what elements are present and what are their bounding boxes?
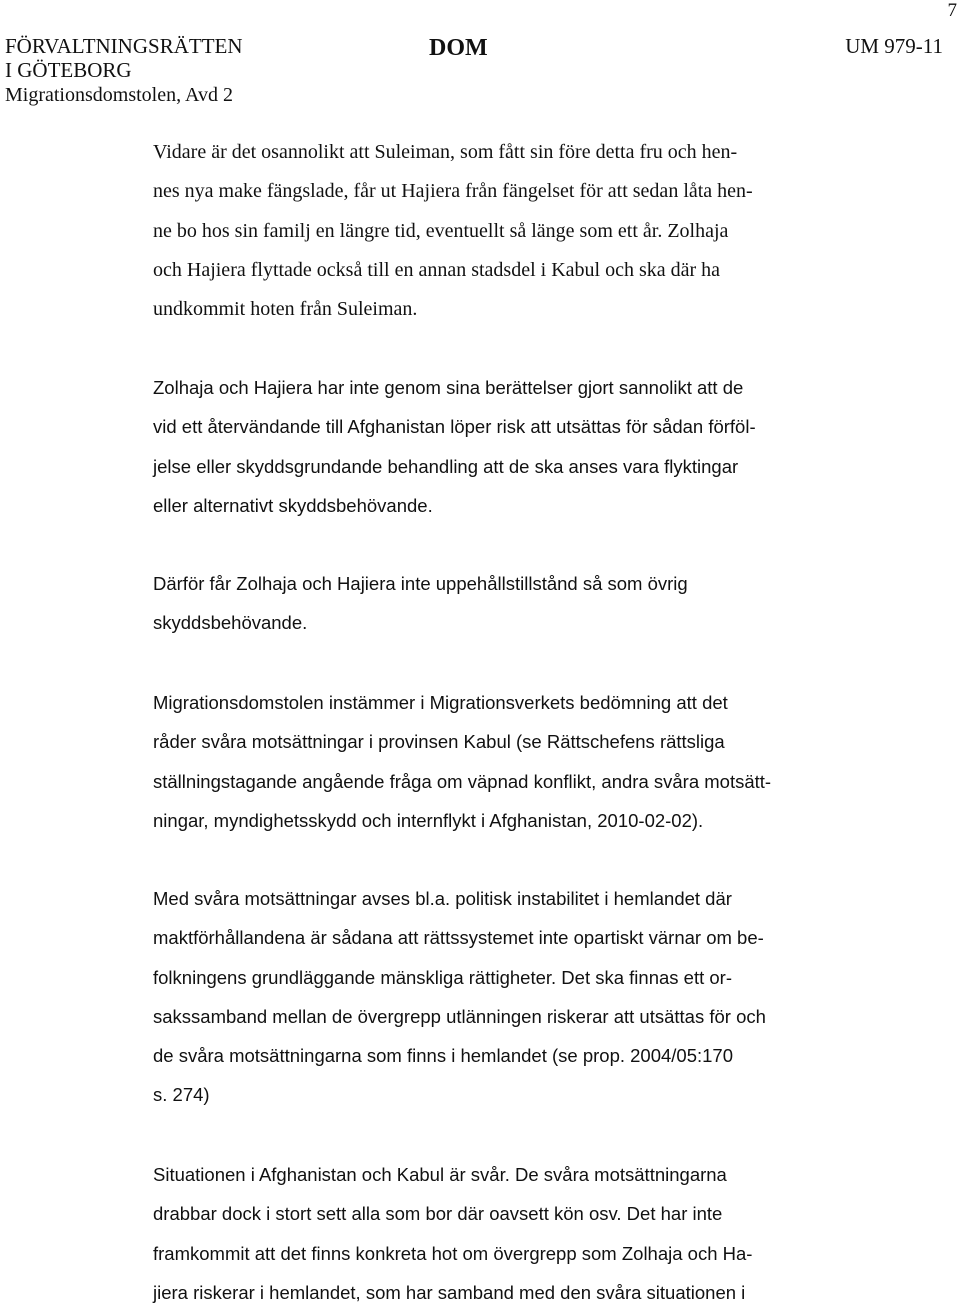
court-name-line1: FÖRVALTNINGSRÄTTEN [5,34,243,58]
document-header [5,34,943,114]
paragraph: Vidare är det osannolikt att Suleiman, som fått sin före detta fru och hen- nes nya make fängslade, får ut Hajiera från fängelset för att sedan låta hen- ne bo hos sin familj en längre tid, eventuellt så länge som ett år. Zolhaja och Hajiera flyttade också till en annan stadsdel i Kabul och ska där ha undkommit hoten från Suleiman. [153,141,753,321]
court-name [5,34,243,108]
document-type: DOM [429,35,488,61]
page-number: 7 [947,0,957,21]
court-name-line2: I GÖTEBORG [5,58,132,82]
paragraph: Situationen i Afghanistan och Kabul är svår. De svåra motsättningarna drabbar dock i stort sett alla som bor där oavsett kön osv. Det har inte framkommit att det finns konkreta hot om övergrepp som Zolhaja och Ha- jiera riskerar i hemlandet, som har samband med den svåra situationen i [153,1164,753,1303]
case-number: UM 979-11 [845,34,943,58]
court-division: Migrationsdomstolen, Avd 2 [5,84,233,106]
paragraph: Med svåra motsättningar avses bl.a. politisk instabilitet i hemlandet där maktförhållandena är sådana att rättssystemet inte opartiskt värnar om be- folkningens grundläggande mänskliga rättigheter. Det ska finnas ett or- sakssamband mellan de övergrepp utlänningen riskerar att utsättas för och de svåra motsättningarna som finns i hemlandet (se prop. 2004/05:170 s. 274) [153,888,766,1106]
paragraph: Zolhaja och Hajiera har inte genom sina berättelser gjort sannolikt att de vid ett återvändande till Afghanistan löper risk att utsättas för sådan förföl- jelse eller skyddsgrundande behandling att de ska anses vara flyktingar eller alternativt skyddsbehövande. [153,377,756,516]
paragraph: Därför får Zolhaja och Hajiera inte uppehållstillstånd så som övrig skyddsbehövande. [153,573,688,634]
paragraph: Migrationsdomstolen instämmer i Migrationsverkets bedömning att det råder svåra motsättningar i provinsen Kabul (se Rättschefens rättsliga ställningstagande angående fråga om väpnad konflikt, andra svåra motsätt- ningar, myndighetsskydd och internflykt i Afghanistan, 2010-02-02). [153,692,772,831]
